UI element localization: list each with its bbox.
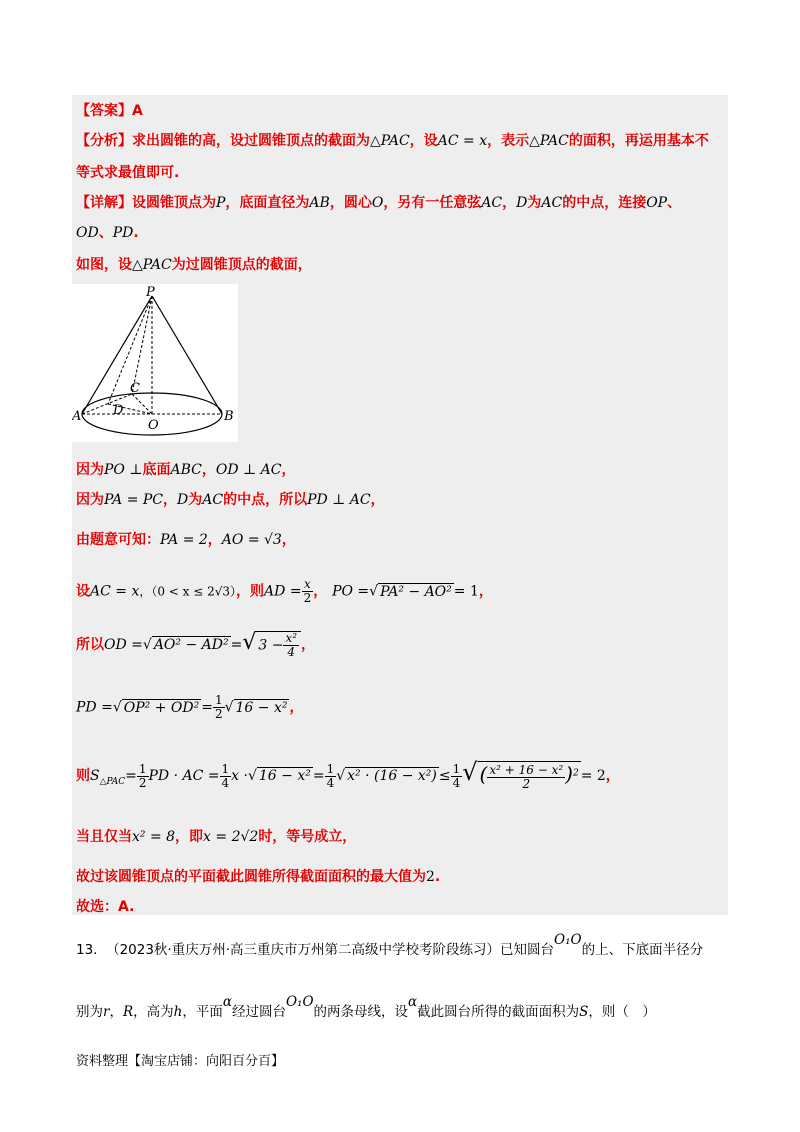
math: PO = xyxy=(332,583,370,600)
radicand-text: 3 − xyxy=(258,637,284,654)
math: O₁O xyxy=(285,994,314,1010)
so-line xyxy=(76,630,315,659)
text: ， xyxy=(281,532,296,548)
text: ， xyxy=(207,532,222,548)
detail-text: 为 xyxy=(527,195,542,211)
frac-den: 2 xyxy=(522,776,531,791)
math-triangle: △PAC xyxy=(132,257,172,273)
frac-den: 2 xyxy=(303,591,312,605)
text: ， xyxy=(163,492,178,508)
text: ， xyxy=(289,699,304,716)
label-b: B xyxy=(224,409,234,424)
text: ， xyxy=(370,492,385,508)
frac-num: x² + 16 − x² xyxy=(489,762,564,777)
text: ， xyxy=(313,583,328,600)
text: . xyxy=(434,869,441,885)
question-text: ，平面 xyxy=(182,1004,223,1020)
math: OD = xyxy=(104,637,143,653)
detail-text: 、 xyxy=(98,225,113,241)
math: ABC xyxy=(170,462,202,478)
analysis-text: 的面积，再运用基本不 xyxy=(568,133,709,149)
area-line xyxy=(76,758,620,791)
known-line xyxy=(76,529,296,549)
frac-num: 1 xyxy=(214,693,223,707)
text: 时，等号成立， xyxy=(258,829,357,845)
math: PA = 2 xyxy=(160,532,208,548)
radicand: OP² + OD² xyxy=(123,699,200,716)
line-pc xyxy=(132,296,152,394)
frac-num: 1 xyxy=(221,761,230,776)
math: PD · AC = xyxy=(148,768,220,784)
math: PD ⊥ AC xyxy=(307,492,371,508)
fraction xyxy=(325,763,337,790)
math-range: ，（0 < x ≤ 2√3） xyxy=(139,584,237,599)
question-text: ，高为 xyxy=(133,1004,174,1020)
math: r xyxy=(103,1004,110,1020)
math: S xyxy=(579,1004,589,1020)
text: 则 xyxy=(76,768,90,784)
math-var: O xyxy=(371,195,384,211)
math: = xyxy=(230,637,243,653)
math-sub: △PAC xyxy=(99,776,126,787)
radicand: 16 − x² xyxy=(235,699,288,716)
radical-sign: √ xyxy=(462,758,478,786)
analysis-text: 求出圆锥的高，设过圆锥顶点的截面为 xyxy=(132,133,370,149)
frac-den: 4 xyxy=(221,775,230,790)
analysis-text: ，设 xyxy=(409,133,438,149)
text: 为 xyxy=(188,492,203,508)
math: = 2 xyxy=(580,768,606,784)
radical-sign: √ xyxy=(142,637,152,653)
question-text: 经过圆台 xyxy=(231,1004,286,1020)
math-var: D xyxy=(516,195,528,211)
fraction xyxy=(220,763,232,790)
math-var: AB xyxy=(309,195,330,211)
radicand: AO² − AD² xyxy=(153,637,229,653)
question-line-1 xyxy=(76,932,704,958)
text: 设 xyxy=(76,583,90,600)
math: AC = x xyxy=(90,583,140,600)
math: O₁O xyxy=(554,932,582,948)
math-var: OP xyxy=(646,195,668,211)
frac-den: 4 xyxy=(326,775,335,790)
label-d: D xyxy=(113,403,124,418)
fraction xyxy=(487,764,565,791)
math: ≤ xyxy=(438,768,451,784)
detail-text: 的中点，连接 xyxy=(562,195,647,211)
text: ， xyxy=(478,583,493,600)
text: 当且仅当 xyxy=(76,829,132,845)
detail-text: 设圆锥顶点为 xyxy=(132,195,216,211)
question-source: （2023秋·重庆万州·高三重庆市万州第二高级中学校考阶段练习）已知圆台 xyxy=(106,942,555,958)
fraction xyxy=(451,763,463,790)
text: ， xyxy=(301,637,316,653)
frac-num: x xyxy=(302,578,314,592)
detail-text: ，底面直径为 xyxy=(225,195,310,211)
text: ， xyxy=(201,462,216,478)
frac-num: 1 xyxy=(138,761,147,776)
radical-sign: √ xyxy=(242,630,257,655)
label-p: P xyxy=(146,285,155,300)
text: 因为 xyxy=(76,492,104,508)
math-var: PD xyxy=(112,225,134,241)
detail-text: . xyxy=(133,225,139,241)
radical-sign: √ xyxy=(336,768,346,784)
frac-num: 1 xyxy=(326,761,335,776)
question-text: ， xyxy=(109,1004,123,1020)
math: 2 xyxy=(426,869,435,885)
math-eq: AC = x xyxy=(437,133,488,149)
radical-sign: √ xyxy=(247,768,257,784)
pd-line xyxy=(76,694,303,721)
radicand: PA² − AO² xyxy=(380,583,452,600)
math-var: OD xyxy=(76,225,99,241)
math: AC xyxy=(202,492,224,508)
frac-num: 1 xyxy=(452,761,461,776)
detail-text: 、 xyxy=(667,195,682,211)
text: 如图，设 xyxy=(76,257,132,273)
question-text: ，则（ ） xyxy=(588,1004,656,1020)
math-var: AC xyxy=(481,195,503,211)
because-line-1 xyxy=(76,459,295,479)
math: PD = xyxy=(76,699,113,716)
text: 所以 xyxy=(76,637,104,653)
cone-diagram xyxy=(72,284,238,442)
detail-text: ，另有一任意弦 xyxy=(383,195,482,211)
frac-den: 4 xyxy=(287,645,296,659)
choose-line xyxy=(76,896,134,916)
text: ，即 xyxy=(175,829,204,845)
radicand: 16 − x² xyxy=(258,768,311,784)
question-text: 别为 xyxy=(76,1004,103,1020)
answer-choice: A xyxy=(132,103,143,119)
detail-text: ， xyxy=(502,195,517,211)
figure-intro xyxy=(76,254,312,274)
math: h xyxy=(173,1004,183,1020)
equality-line xyxy=(76,826,356,846)
answer-label: 【答案】 xyxy=(76,103,132,119)
radicand-box: ( $\frac{\text{x² + 16 − x²}}{2}$ )$^2$ xyxy=(479,762,579,791)
analysis-text: 等式求最值即可. xyxy=(76,165,180,181)
detail-line-2 xyxy=(76,222,139,242)
question-text: 的两条母线，设 xyxy=(313,1004,409,1020)
radical-sign: √ xyxy=(112,699,122,716)
cone-figure xyxy=(72,284,238,442)
math: = xyxy=(312,768,325,784)
analysis-text: ，表示 xyxy=(487,133,530,149)
math: AD = xyxy=(264,583,302,600)
set-line xyxy=(76,578,493,605)
label-a: A xyxy=(72,409,82,424)
analysis-line-2 xyxy=(76,162,179,182)
text: ， xyxy=(281,462,296,478)
math: = xyxy=(201,699,213,716)
math: α xyxy=(408,994,418,1010)
conclusion-line xyxy=(76,866,440,886)
detail-label: 【详解】 xyxy=(76,195,132,211)
math: = xyxy=(125,768,137,784)
math-var: AC xyxy=(541,195,563,211)
fraction xyxy=(302,578,314,605)
frac-den: 2 xyxy=(138,775,147,790)
fraction xyxy=(137,763,149,790)
fraction xyxy=(283,632,299,659)
text: 故过该圆锥顶点的平面截此圆锥所得截面面积的最大值为 xyxy=(76,869,426,885)
radical-sign: √ xyxy=(224,699,234,716)
answer-line xyxy=(76,100,143,120)
math: R xyxy=(122,1004,134,1020)
math: x = 2√2 xyxy=(203,829,259,845)
because-line-2 xyxy=(76,489,385,509)
math: = 1 xyxy=(453,583,479,600)
question-line-2 xyxy=(76,994,656,1020)
text: 因为 xyxy=(76,462,104,478)
text: 故选：A. xyxy=(76,899,135,915)
radicand-box xyxy=(256,631,301,659)
math-var: P xyxy=(216,195,226,211)
radical-sign: √ xyxy=(369,583,379,600)
question-number: 13. xyxy=(76,942,98,958)
math: PA = PC xyxy=(104,492,164,508)
detail-text: ，圆心 xyxy=(329,195,372,211)
question-text: 截此圆台所得的截面面积为 xyxy=(417,1004,580,1020)
label-o: O xyxy=(148,418,159,433)
math-triangle: △PAC xyxy=(370,133,410,149)
frac-num: x² xyxy=(285,631,298,645)
radicand: x² · (16 − x²) xyxy=(347,768,437,784)
question-text: 的上、下底面半径分 xyxy=(581,942,704,958)
math: x² = 8 xyxy=(132,829,176,845)
math: D xyxy=(177,492,189,508)
math: AO = √3 xyxy=(221,532,282,548)
analysis-label: 【分析】 xyxy=(76,133,132,149)
math: S xyxy=(90,768,100,784)
text: 由题意可知： xyxy=(76,532,160,548)
frac-den: 4 xyxy=(452,775,461,790)
detail-line-1 xyxy=(76,192,681,212)
page-footer: 资料整理【淘宝店铺：向阳百分百】 xyxy=(76,1054,285,1069)
text: 为过圆锥顶点的截面， xyxy=(171,257,312,273)
label-c: C xyxy=(130,381,140,396)
line-oc xyxy=(132,394,152,414)
fraction xyxy=(213,694,225,721)
math: x · xyxy=(231,768,248,784)
math: OD ⊥ AC xyxy=(215,462,282,478)
math: PO ⊥ xyxy=(104,462,143,478)
text: ， xyxy=(605,768,620,784)
math: α xyxy=(222,994,232,1010)
frac-den: 2 xyxy=(214,707,223,721)
text: 底面 xyxy=(142,462,171,478)
analysis-line-1 xyxy=(76,130,709,150)
math-triangle: △PAC xyxy=(529,133,569,149)
text: 的中点，所以 xyxy=(223,492,308,508)
text: ，则 xyxy=(236,583,265,600)
